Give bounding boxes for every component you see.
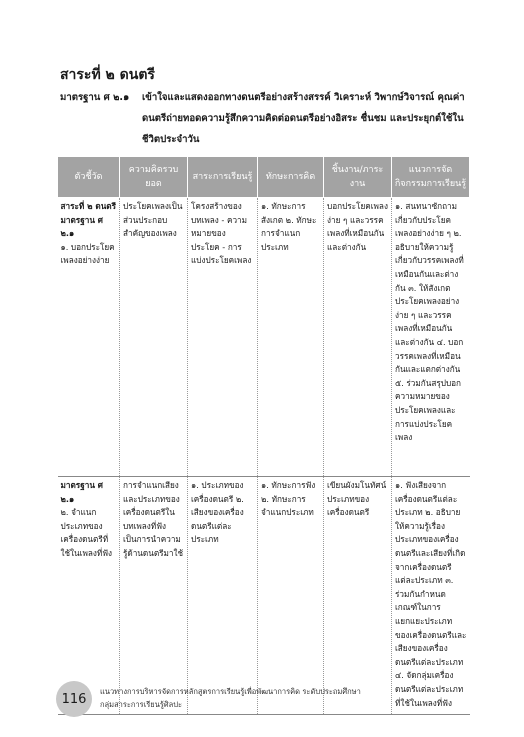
footer-text	[100, 685, 361, 711]
header-content: สาระการเรียนรู้	[188, 157, 258, 198]
header-indicator: ตัวชี้วัด	[58, 157, 120, 198]
section-title: สาระที่ ๒ ดนตรี	[60, 67, 155, 83]
cell-indicator	[58, 477, 120, 715]
cell-task: เขียนผังมโนทัศน์ประเภทของเครื่องดนตรี	[324, 477, 392, 715]
cell-indicator	[58, 198, 120, 477]
header-concept: ความคิดรวบยอด	[120, 157, 188, 198]
cell-indicator-heading: มาตรฐาน ศ ๒.๑	[60, 480, 103, 504]
footer-line-1: แนวทางการบริหารจัดการหลักสูตรการเรียนรู้เพื่อพัฒนาการคิด ระดับประถมศึกษา	[100, 687, 361, 696]
table-row	[58, 198, 470, 477]
cell-concept: ประโยคเพลงเป็นส่วนประกอบสำคัญของเพลง	[120, 198, 188, 477]
learning-table	[57, 156, 470, 715]
header-activity: แนวการจัดกิจกรรมการเรียนรู้	[392, 157, 470, 198]
header-task: ชิ้นงาน/ภาระงาน	[324, 157, 392, 198]
page-number-badge	[56, 681, 92, 717]
standard-text: เข้าใจและแสดงออกทางดนตรีอย่างสร้างสรรค์ วิเคราะห์ วิพากษ์วิจารณ์ คุณค่าดนตรีถ่ายทอดความรู้สึกความคิดต่อดนตรีอย่างอิสระ ชื่นชม และประยุกต์ใช้ในชีวิตประจำวัน	[142, 92, 465, 145]
table-row	[58, 477, 470, 715]
header-thinking-skill: ทักษะการคิด	[258, 157, 324, 198]
cell-content: โครงสร้างของบทเพลง - ความหมายของประโยค - การแบ่งประโยคเพลง	[188, 198, 258, 477]
cell-indicator-text: ๒. จำแนกประเภทของเครื่องดนตรีที่ใช้ในเพลงที่ฟัง	[60, 507, 113, 558]
page-number: 116	[61, 691, 87, 707]
standard-label: มาตรฐาน ศ ๒.๑	[60, 92, 130, 103]
cell-indicator-heading: สาระที่ ๒ ดนตรี มาตรฐาน ศ ๒.๑	[60, 201, 117, 239]
cell-thinking-skill: ๑. ทักษะการสังเกต ๒. ทักษะการจำแนกประเภท	[258, 198, 324, 477]
cell-activity: ๑. ฟังเสียงจากเครื่องดนตรีแต่ละประเภท ๒. อธิบายให้ความรู้เรื่องประเภทของเครื่องดนตรีและเสียงที่เกิดจากเครื่องดนตรีแต่ละประเภท ๓. ร่วมกันกำหนดเกณฑ์ในการแยกแยะประเภทของเครื่องดนตรีและเสียงของเครื่องดนตรีแต่ละประเภท ๔. จัดกลุ่มเครื่องดนตรีแต่ละประเภทที่ใช้ในเพลงที่ฟัง	[392, 477, 470, 715]
cell-thinking-skill: ๑. ทักษะการฟัง ๒. ทักษะการจำแนกประเภท	[258, 477, 324, 715]
cell-concept: การจำแนกเสียงและประเภทของเครื่องดนตรีในบทเพลงที่ฟังเป็นการนำความรู้ด้านดนตรีมาใช้	[120, 477, 188, 715]
cell-indicator-text: ๑. บอกประโยคเพลงอย่างง่าย	[60, 241, 115, 266]
footer-line-2: กลุ่มสาระการเรียนรู้ศิลปะ	[100, 700, 182, 709]
table-header-row	[58, 157, 470, 198]
cell-activity: ๑. สนทนาซักถามเกี่ยวกับประโยคเพลงอย่างง่าย ๆ ๒. อธิบายให้ความรู้เกี่ยวกับวรรคเพลงที่เหมือนกันและต่างกัน ๓. ให้สังเกตประโยคเพลงอย่างง่าย ๆ และวรรคเพลงที่เหมือนกันและต่างกัน ๔. บอกวรรคเพลงที่เหมือนกันและแตกต่างกัน ๕. ร่วมกันสรุปบอกความหมายของประโยคเพลงและการแบ่งประโยคเพลง	[392, 198, 470, 477]
cell-content: ๑. ประเภทของเครื่องดนตรี ๒. เสียงของเครื่องดนตรีแต่ละประเภท	[188, 477, 258, 715]
cell-task: บอกประโยคเพลงง่าย ๆ และวรรคเพลงที่เหมือนกันและต่างกัน	[324, 198, 392, 477]
